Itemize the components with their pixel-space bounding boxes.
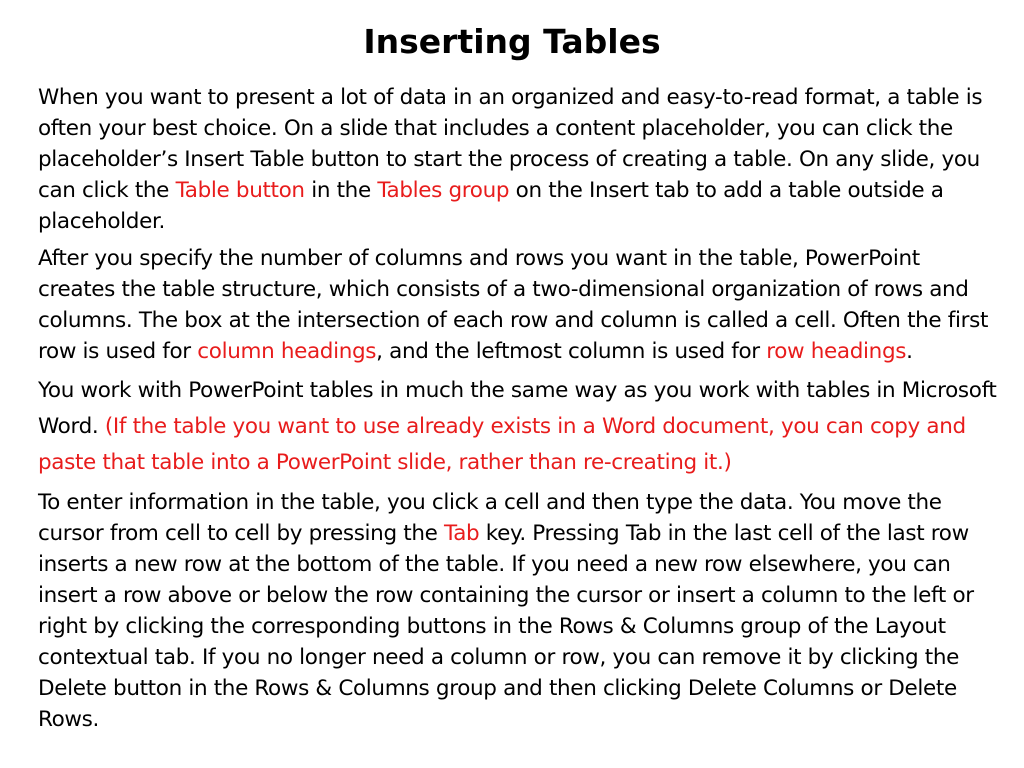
paragraph-2 (38, 243, 1000, 367)
paragraph-2-text: After you specify the number of columns and rows you want in the table, PowerPoint creates the table structure, which consists of a two-dimensional organization of rows and columns. The box at the intersection of each row and column is called a cell. Often the first row is used for (38, 246, 989, 364)
paragraph-3 (38, 373, 1000, 481)
highlight-row-headings: row headings (766, 339, 907, 364)
highlight-table-button: Table button (175, 178, 305, 203)
slide-body (38, 82, 1000, 741)
paragraph-4-text: key. Pressing Tab in the last cell of the last row inserts a new row at the bottom of the table. If you need a new row elsewhere, you can insert a row above or below the row containing the cursor or insert a column to the left or right by clicking the corresponding buttons in the Rows & Columns group of the Layout contextual tab. If you no longer need a column or row, you can remove it by clicking the Delete button in the Rows & Columns group and then clicking Delete Columns or Delete Rows. (38, 521, 974, 732)
paragraph-4 (38, 487, 1000, 735)
highlight-column-headings: column headings (197, 339, 377, 364)
highlight-tables-group: Tables group (377, 178, 510, 203)
highlight-tab-key: Tab (443, 521, 480, 546)
paragraph-1-text: When you want to present a lot of data in an organized and easy-to-read format, a table is often your best choice. On a slide that includes a content placeholder, you can click the placeholder’s Insert Table button to start the process of creating a table. On any slide, you can click the (38, 85, 983, 203)
paragraph-3-text: You work with PowerPoint tables in much the same way as you work with tables in Microsoft Word. (38, 378, 997, 439)
paragraph-4-text: To enter information in the table, you click a cell and then type the data. You move the cursor from cell to cell by pressing the (38, 490, 942, 546)
paragraph-2-text: , and the leftmost column is used for (376, 339, 767, 364)
paragraph-2-text: . (906, 339, 913, 364)
paragraph-1 (38, 82, 1000, 237)
highlight-copy-paste-note: (If the table you want to use already exists in a Word document, you can copy and paste that table into a PowerPoint slide, rather than re-creating it.) (38, 414, 966, 475)
paragraph-1-text: in the (304, 178, 378, 203)
paragraph-1-text: on the Insert tab to add a table outside a placeholder. (38, 178, 944, 234)
slide-title: Inserting Tables (363, 22, 661, 61)
